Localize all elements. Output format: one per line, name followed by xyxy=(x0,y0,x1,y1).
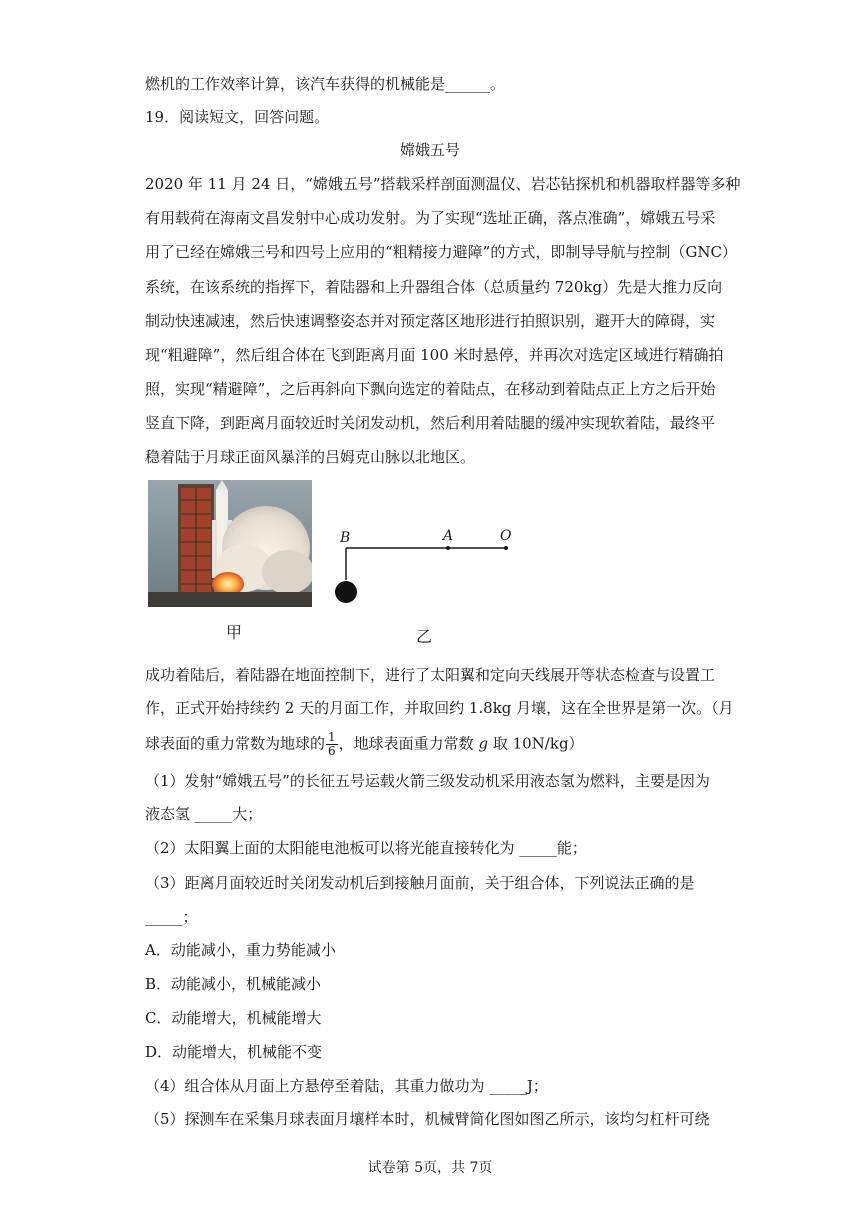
article-line: 现“粗避障”，然后组合体在飞到距离月面 100 米时悬停，并再次对选定区域进行精确拍 xyxy=(145,346,724,364)
article-line: 制动快速减速，然后快速调整姿态并对预定落区地形进行拍照识别，避开大的障碍，实 xyxy=(145,312,716,330)
article-line: 稳着陆于月球正面风暴洋的吕姆克山脉以北地区。 xyxy=(145,448,476,466)
article-title: 嫦娥五号 xyxy=(399,141,460,159)
label-o: O xyxy=(500,528,512,544)
question-2: （2）太阳翼上面的太阳能电池板可以将光能直接转化为 _____能； xyxy=(145,839,587,857)
figure-caption-yi: 乙 xyxy=(416,627,433,646)
article-line: 2020 年 11 月 24 日，“嫦娥五号”搭载采样剖面测温仪、岩芯钻探机和机器取样器等多种 xyxy=(145,175,741,193)
figure-caption-jia: 甲 xyxy=(226,623,243,642)
question-1-blank-line: 液态氢 _____大； xyxy=(145,805,263,823)
label-a: A xyxy=(443,528,454,544)
label-b: B xyxy=(340,530,351,546)
question-5: （5）探测车在采集月球表面月壤样本时，机械臂简化图如图乙所示，该均匀杠杆可绕 xyxy=(145,1110,710,1128)
question-3-line: （3）距离月面较近时关闭发动机后到接触月面前，关于组合体，下列说法正确的是 xyxy=(145,874,695,892)
fraction-one-sixth: $\frac{1}{6}$ xyxy=(328,730,336,758)
hanging-weight xyxy=(335,581,357,603)
article-line: 作，正式开始持续约 2 天的月面工作，并取回约 1.8kg 月壤，这在全世界是第一次。（月 xyxy=(145,699,734,717)
gravity-note-line: 球表面的重力常数为地球的 $\frac{1}{6}$ ，地球表面重力常数 g 取 10N/kg） xyxy=(145,730,584,758)
question-1-line: （1）发射“嫦娥五号”的长征五号运载火箭三级发动机采用液态氢为燃料，主要是因为 xyxy=(145,772,710,790)
rocket-launch-photo xyxy=(148,480,312,607)
article-line: 竖直下降，到距离月面较近时关闭发动机，然后利用着陆腿的缓冲实现软着陆，最终平 xyxy=(145,414,716,432)
point-o xyxy=(504,546,508,550)
option-c: C．动能增大，机械能增大 xyxy=(145,1009,322,1027)
article-line: 成功着陆后，着陆器在地面控制下，进行了太阳翼和定向天线展开等状态检查与设置工 xyxy=(145,666,716,684)
option-b: B．动能减小，机械能减小 xyxy=(145,975,322,993)
question-4: （4）组合体从月面上方悬停至着陆，其重力做功为 _____J； xyxy=(145,1077,548,1095)
option-d: D．动能增大，机械能不变 xyxy=(145,1043,323,1061)
article-line: 照，实现“精避障”，之后再斜向下飘向选定的着陆点，在移动到着陆点正上方之后开始 xyxy=(145,380,716,398)
article-line: 有用载荷在海南文昌发射中心成功发射。为了实现“选址正确，落点准确”，嫦娥五号采 xyxy=(145,209,716,227)
question-19-header: 19．阅读短文，回答问题。 xyxy=(145,108,330,126)
page-footer: 试卷第 5页，共 7页 xyxy=(367,1160,493,1176)
article-line: 用了已经在嫦娥三号和四号上应用的“粗精接力避障”的方式，即制导导航与控制（GNC） xyxy=(145,243,737,261)
point-a xyxy=(446,546,450,550)
option-a: A．动能减小，重力势能减小 xyxy=(145,941,336,959)
previous-question-tail: 燃机的工作效率计算，该汽车获得的机械能是______。 xyxy=(145,75,506,93)
article-line: 系统，在该系统的指挥下，着陆器和上升器组合体（总质量约 720kg）先是大推力反向 xyxy=(145,278,723,296)
question-3-blank-line: _____； xyxy=(145,908,198,926)
